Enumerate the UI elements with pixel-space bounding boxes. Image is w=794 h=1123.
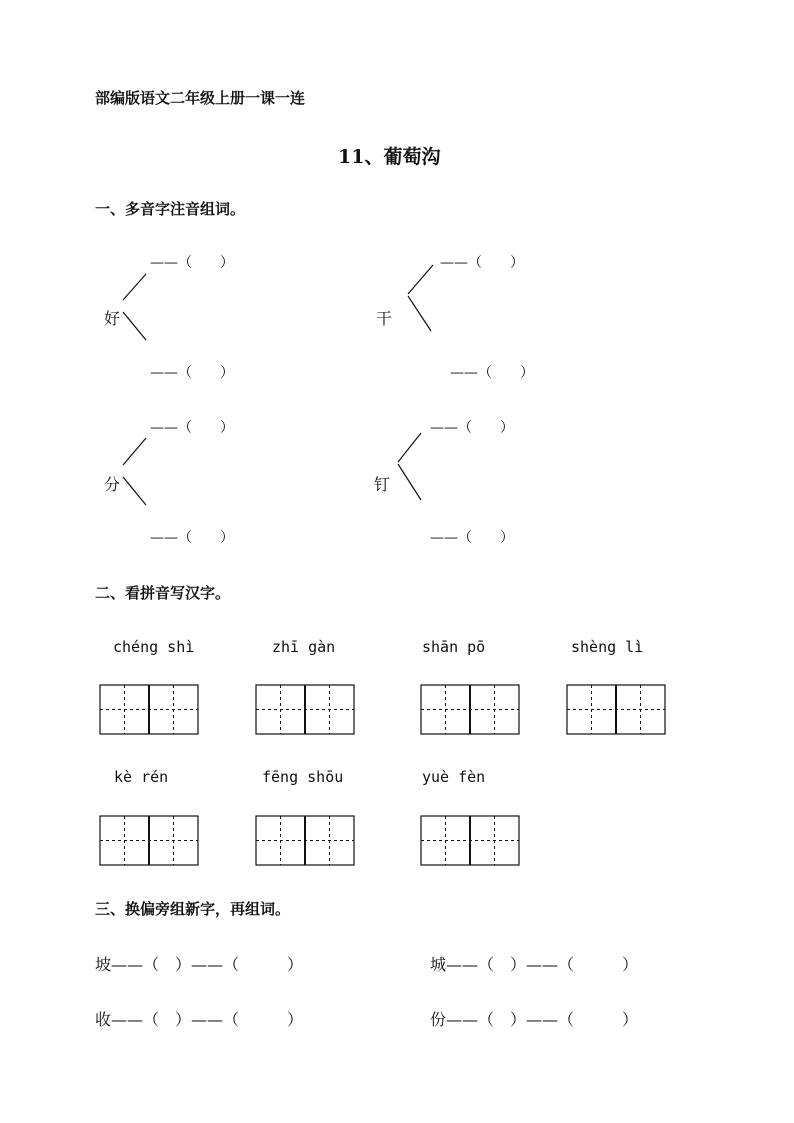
- polyphone-char-fen: 分: [104, 475, 121, 494]
- pinyin-label: shèng lì: [571, 638, 644, 656]
- answer-blank[interactable]: ——（ ）: [430, 530, 514, 546]
- writing-grid: [256, 685, 354, 734]
- pinyin-label: zhī gàn: [272, 638, 336, 656]
- answer-blank[interactable]: ——（ ）: [150, 530, 234, 546]
- radical-char: 坡: [95, 955, 112, 974]
- writing-grid: [421, 816, 519, 865]
- radical-char: 份: [430, 1010, 447, 1029]
- polyphone-char-gan: 干: [376, 309, 393, 328]
- writing-grid: [100, 685, 198, 734]
- pinyin-label: chéng shì: [113, 638, 195, 656]
- radical-item: [95, 1007, 303, 1030]
- radical-blanks[interactable]: ——（ ）——（ ）: [446, 955, 639, 974]
- section-3-heading: 三、换偏旁组新字，再组词。: [95, 900, 291, 918]
- pinyin-label: yuè fèn: [422, 768, 486, 786]
- radical-char: 收: [95, 1010, 112, 1029]
- answer-blank[interactable]: ——（ ）: [150, 365, 234, 381]
- answer-blank[interactable]: ——（ ）: [150, 420, 234, 436]
- radical-item: [430, 1007, 638, 1030]
- writing-grid: [256, 816, 354, 865]
- radical-blanks[interactable]: ——（ ）——（ ）: [111, 1010, 304, 1029]
- polyphone-char-ding: 钉: [374, 475, 391, 494]
- radical-item: [95, 952, 303, 975]
- section-2-heading: 二、看拼音写汉字。: [95, 584, 231, 602]
- radical-item: [430, 952, 638, 975]
- writing-grid: [421, 685, 519, 734]
- answer-blank[interactable]: ——（ ）: [430, 420, 514, 436]
- answer-blank[interactable]: ——（ ）: [440, 255, 524, 271]
- answer-blank[interactable]: ——（ ）: [150, 255, 234, 271]
- radical-char: 城: [430, 955, 447, 974]
- section-1-heading: 一、多音字注音组词。: [95, 200, 246, 218]
- writing-grid: [100, 816, 198, 865]
- pinyin-label: kè rén: [114, 768, 169, 786]
- radical-blanks[interactable]: ——（ ）——（ ）: [446, 1010, 639, 1029]
- radical-blanks[interactable]: ——（ ）——（ ）: [111, 955, 304, 974]
- pinyin-label: shān pō: [422, 638, 486, 656]
- pinyin-label: fēng shōu: [262, 768, 344, 786]
- answer-blank[interactable]: ——（ ）: [450, 365, 534, 381]
- lesson-title: 11、葡萄沟: [338, 146, 441, 168]
- writing-grid: [567, 685, 665, 734]
- worksheet-header: 部编版语文二年级上册一课一连: [95, 89, 306, 107]
- polyphone-char-hao: 好: [104, 309, 121, 328]
